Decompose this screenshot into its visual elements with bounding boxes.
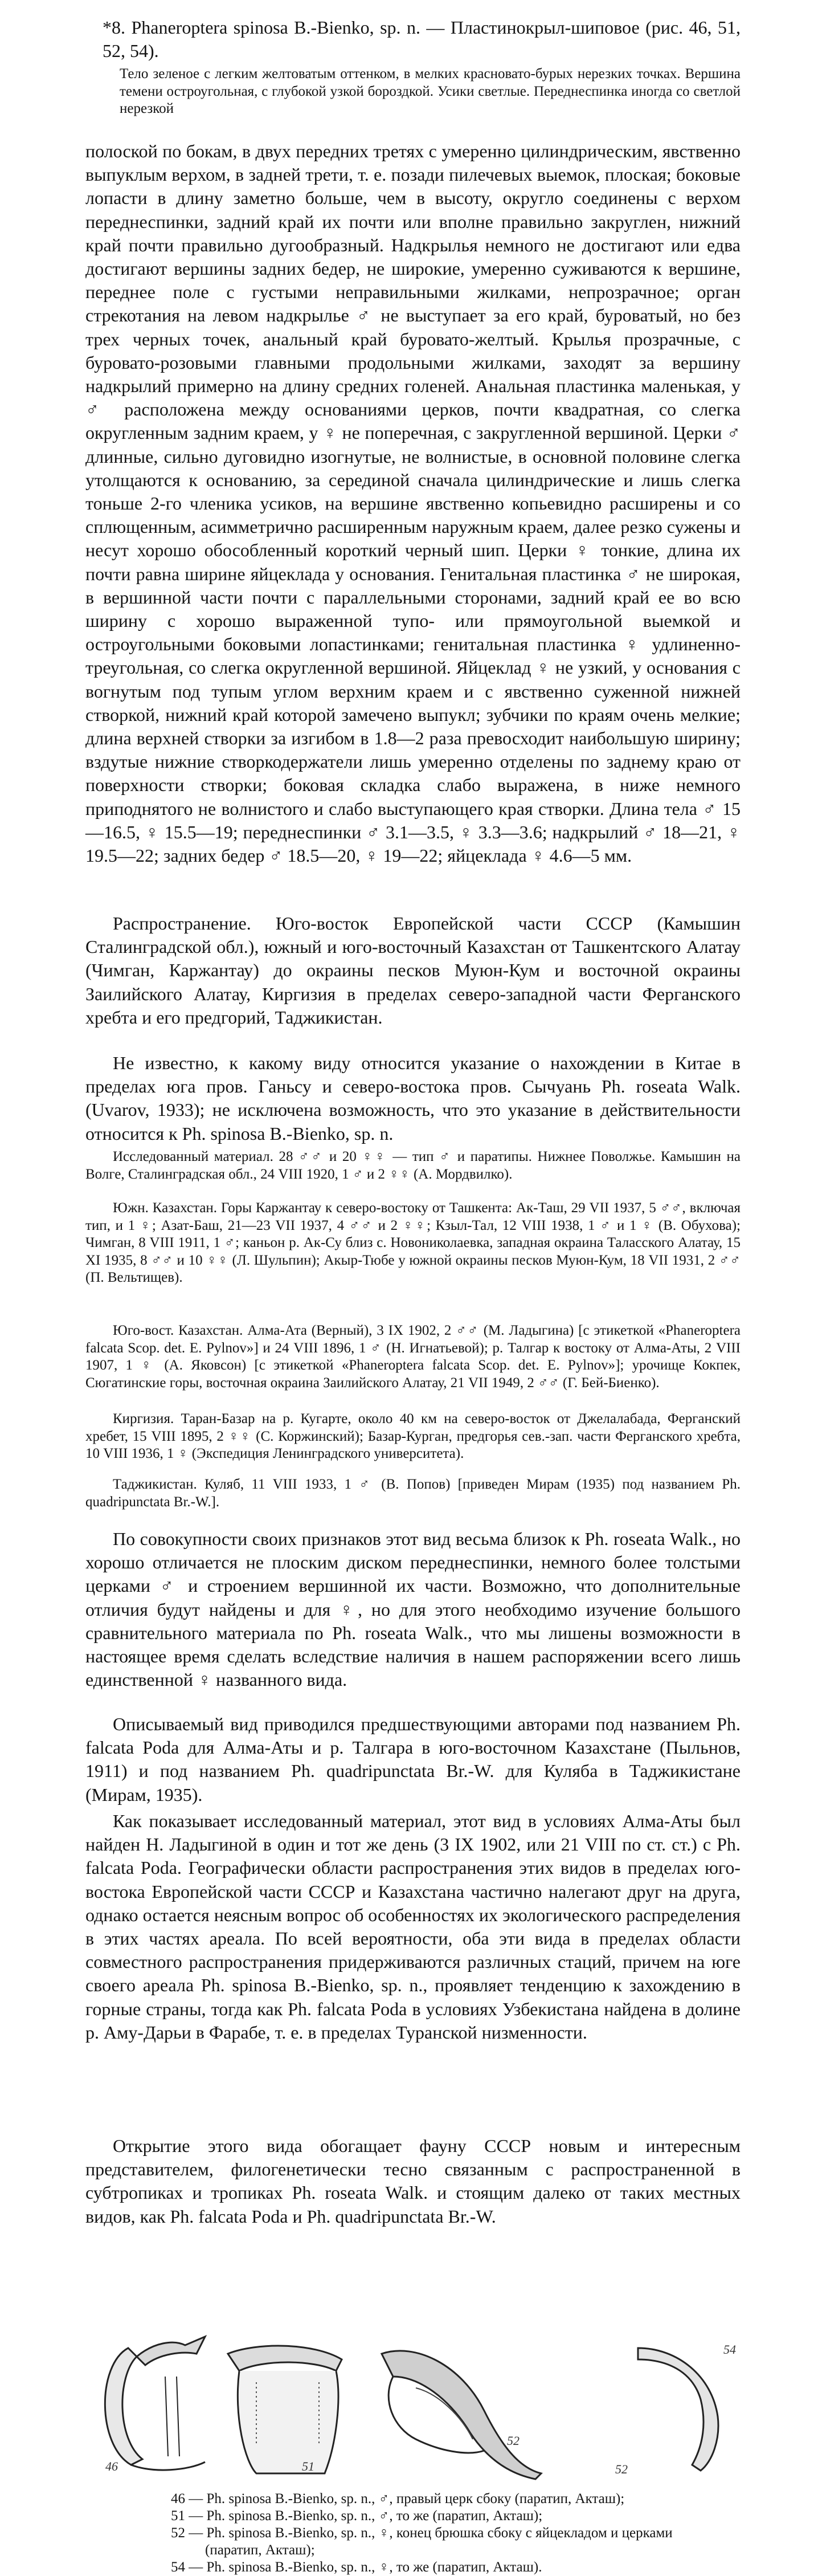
discussion-paragraph-2: Описываемый вид приводился предшествующими авторами под названием Ph. falcata Poda для Алма-Аты и р. Талгара в юго-восточном Казахстане (Пыльнов, 1911) и под названием Ph. quadripunctata Br.-W. для Куляба в Таджикистане (Мирам, 1935). xyxy=(85,1714,741,1805)
caption-54: 54 — Ph. spinosa B.-Bienko, sp. n., ♀, то же (паратип, Акташ). xyxy=(171,2559,542,2575)
figure-52b-label: 52 xyxy=(615,2462,628,2476)
figure-captions xyxy=(171,2491,718,2576)
figure-52-ovipositor xyxy=(382,2351,541,2479)
description-main: полоской по бокам, в двух передних третях с умеренно цилиндрическим, явственно выпуклым верхом, в задней трети, т. е. позади пилечевых выемок, плоская; боковые лопасти в длину заметно больше, чем в высоту, округло соединены с верхом переднеспинки, задний край их почти или вполне правильно закруглен, нижний край почти правильно дугообразный. Надкрылья немного не достигают или едва достигают вершины задних бедер, не широкие, умеренно суживаются к вершине, переднее поле с густыми неправильными жилками, непрозрачное; орган стрекотания на левом надкрылье ♂ не выступает за его край, буроватый, но без трех черных точек, анальный край буровато-желтый. Крылья прозрачные, с буровато-розовыми главными продольными жилками, заходят за вершину надкрылий примерно на длину средних голеней. Анальная пластинка маленькая, у ♂ расположена между основаниями церков, почти квадратная, со слегка округленным задним краем, у ♀ не поперечная, с закругленной вершиной. Церки ♂ длинные, сильно дуговидно изогнутые, не волнистые, в основной половине слегка утолщаются к основанию, за серединой сначала цилиндрические и лишь слегка тоньше 2-го членика усиков, на вершине явственно копьевидно расширены и со сплющенным, асимметрично расширенным наружным краем, далее резко сужены и несут хорошо обособленный короткий черный шип. Церки ♀ тонкие, длина их почти равна ширине яйцеклада у основания. Генитальная пластинка ♂ не широкая, в вершинной части почти с параллельными сторонами, задний край ее во всю ширину с хорошо выраженной тупо- или прямоугольной выемкой и остроугольными боковыми лопастинками; генитальная пластинка ♀ удлиненно-треугольная, со слегка округленной вершиной. Яйцеклад ♀ не узкий, у основания с вогнутым под тупым углом верхним краем и с явственно суженной нижней створкой, нижний край которой замечено выпукл; зубчики по краям очень мелкие; длина верхней створки за изгибом в 1.8—2 раза превосходит наибольшую ширину; вздутые нижние створкодержатели лишь умеренно отделены по заднему краю от поверхности створки; боковая складка слабо выражена, в ниже немного приподнятого не волнистого и слабо выступающего края створки. Длина тела ♂ 15—16.5, ♀ 15.5—19; переднеспинки ♂ 3.1—3.5, ♀ 3.3—3.6; надкрылий ♂ 18—21, ♀ 19.5—22; задних бедер ♂ 18.5—20, ♀ 19—22; яйцеклада ♀ 4.6—5 мм. xyxy=(85,141,741,866)
description-intro: Тело зеленое с легким желтоватым оттенком, в мелких красновато-бурых нерезких точках. Вершина темени остроугольная, с глубокой узкой бороздкой. Усики светлые. Переднеспинка иногда со светлой нерезкой xyxy=(120,66,741,116)
caption-52: 52 — Ph. spinosa B.-Bienko, sp. n., ♀, конец брюшка сбоку с яйцекладом и церками (паратип, Акташ); xyxy=(171,2525,673,2558)
figure-51-label: 51 xyxy=(302,2459,314,2473)
material-tajikistan: Таджикистан. Куляб, 11 VIII 1933, 1 ♂ (В. Попов) [приведен Мирам (1935) под названием Ph. quadripunctata Br.-W.]. xyxy=(85,1477,741,1510)
species-heading: *8. Phaneroptera spinosa B.-Bienko, sp. n. — Пластинокрыл-шиповое (рис. 46, 51, 52, 54). xyxy=(103,17,741,62)
discussion-paragraph-3: Как показывает исследованный материал, этот вид в условиях Алма-Аты был найден Н. Ладыгиной в один и тот же день (3 IX 1902, или 21 VIII по ст. ст.) с Ph. falcata Poda. Географически области распространения этих видов в пределах юго-востока Европейской части СССР и Казахстана частично налегают друг на друга, однако остается неясным вопрос об особенностях их экологического распределения в этих частях ареала. По всей вероятности, оба эти вида в пределах области совместного распространения придерживаются различных стаций, причем на юге своего ареала Ph. spinosa B.-Bienko, sp. n., проявляет тенденцию к захождению в горные страны, тогда как Ph. falcata Poda в условиях Узбекистана найдена в долине р. Аму-Дарьи в Фарабе, т. е. в пределах Туранской низменности. xyxy=(85,1811,741,2043)
material-kyrgyzstan: Киргизия. Таран-Базар на р. Кугарте, около 40 км на северо-восток от Джелалабада, Ферганский хребет, 15 VIII 1895, 2 ♀♀ (С. Коржинский); Базар-Курган, предгорья сев.-зап. части Ферганского хребта, 10 VIII 1936, 1 ♀ (Экспедиция Ленинградского университета). xyxy=(85,1411,741,1461)
figure-51-cercus xyxy=(228,2346,342,2473)
discussion-paragraph-1: По совокупности своих признаков этот вид весьма близок к Ph. roseata Walk., но хорошо отличается не плоским диском переднеспинки, немного более толстыми церками ♂ и строением вершинной их части. Возможно, что дополнительные отличия будут найдены и для ♀, но для этого необходимо изучение большого сравнительного материала по Ph. roseata Walk., что мы лишены возможности в настоящее время сделать вследствие наличия в нашем распоряжении всего лишь единственной ♀ названного вида. xyxy=(85,1529,741,1690)
caption-46: 46 — Ph. spinosa B.-Bienko, sp. n., ♂, правый церк сбоку (паратип, Акташ); xyxy=(171,2491,625,2506)
caption-51: 51 — Ph. spinosa B.-Bienko, sp. n., ♂, то же (паратип, Акташ); xyxy=(171,2508,543,2524)
distribution-note: Не известно, к какому виду относится указание о нахождении в Китае в пределах юга пров. Ганьсу и северо-востока пров. Сычуань Ph. roseata Walk. (Uvarov, 1933); не исключена возможность, что это указание в действительности относится к Ph. spinosa B.-Bienko, sp. n. xyxy=(85,1053,741,1144)
figures-strip xyxy=(74,2331,775,2485)
material-southeast-kazakhstan: Юго-вост. Казахстан. Алма-Ата (Верный), 3 IX 1902, 2 ♂♂ (М. Ладыгина) [с этикеткой «Phaneroptera falcata Scop. det. E. Pylnov»] и 24 VIII 1896, 1 ♂ (Н. Игнатьевой); р. Талгар к востоку от Алма-Аты, 2 VIII 1907, 1 ♀ (А. Яковсон) [с этикеткой «Phaneroptera falcata Scop. det. E. Pylnov»]; урочище Кокпек, Сюгатинские горы, восточная окраина Заилийского Алатау, 21 VII 1949, 2 ♂♂ (Г. Бей-Биенко). xyxy=(85,1323,741,1391)
figure-52-label: 52 xyxy=(507,2434,520,2448)
material-south-kazakhstan: Южн. Казахстан. Горы Каржантау к северо-востоку от Ташкента: Ак-Таш, 29 VII 1937, 5 ♂♂, включая тип, и 1 ♀; Азат-Баш, 21—23 VII 1937, 4 ♂♂ и 2 ♀♀; Кзыл-Тал, 12 VIII 1938, 1 ♂ и 1 ♀ (В. Обухова); Чимган, 8 VIII 1911, 1 ♂; каньон р. Ак-Су близ с. Новониколаевка, западная окраина Таласского Алатау, 15 XI 1935, 8 ♂♂ и 10 ♀♀ (Л. Шульпин); Акыр-Тюбе у южной окраины песков Муюн-Кум, 18 VII 1931, 2 ♂♂ (П. Вельтищев). xyxy=(85,1200,741,1285)
distribution-paragraph: Распространение. Юго-восток Европейской части СССР (Камышин Сталинградской обл.), южный и юго-восточный Казахстан от Ташкентского Алатау (Чимган, Каржантау) до окраины песков Муюн-Кум и восточной окраины Заилийского Алатау, Киргизия в пределах северо-западной части Ферганского хребта и его предгорий, Таджикистан. xyxy=(85,913,741,1028)
figure-46-label: 46 xyxy=(105,2459,118,2473)
discussion-paragraph-4: Открытие этого вида обогащает фауну СССР новым и интересным представителем, филогенетически тесно связанным с распространенной в субтропиках и тропиках Ph. roseata Walk. и стоящим далеко от таких местных видов, как Ph. falcata Poda и Ph. quadripunctata Br.-W. xyxy=(85,2135,741,2227)
figure-46-cercus xyxy=(105,2337,205,2473)
figure-54-label: 54 xyxy=(723,2342,736,2357)
material-volga: Исследованный материал. 28 ♂♂ и 20 ♀♀ — тип ♂ и паратипы. Нижнее Поволжье. Камышин на Волге, Сталинградская обл., 24 VIII 1920, 1 ♂ и 2 ♀♀ (А. Мордвилко). xyxy=(85,1149,741,1182)
figure-54-cercus xyxy=(615,2342,736,2476)
